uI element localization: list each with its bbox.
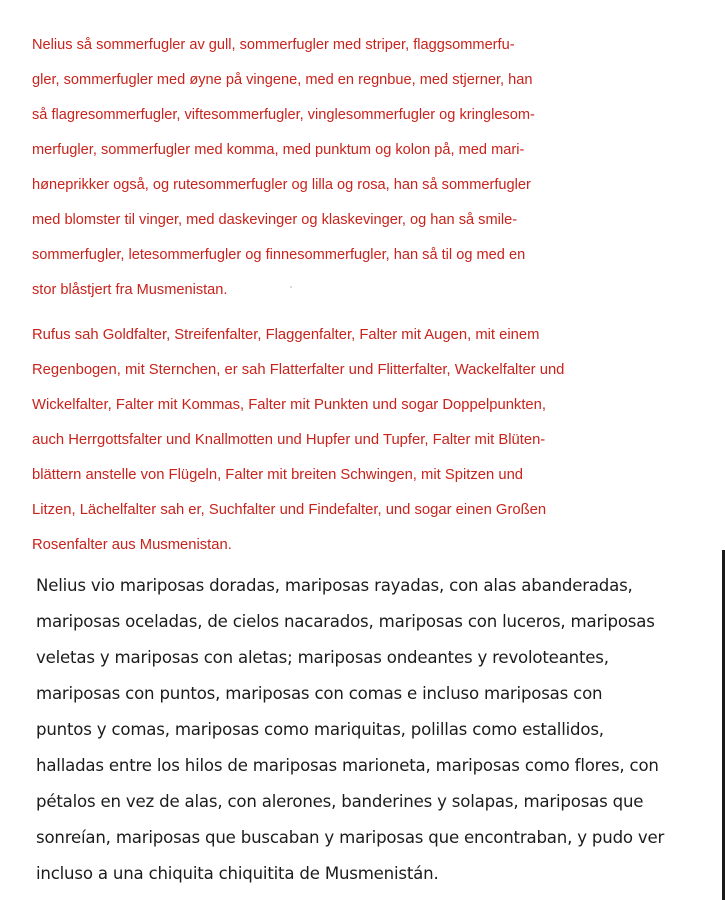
text-line: halladas entre los hilos de mariposas marioneta, mariposas como flores, con — [36, 756, 659, 775]
paragraph-norwegian — [32, 28, 677, 308]
paragraph-spanish — [36, 568, 701, 892]
text-line: Rosenfalter aus Musmenistan. — [32, 537, 232, 553]
text-line: veletas y mariposas con aletas; mariposas ondeantes y revoloteantes, — [36, 648, 609, 667]
text-line: stor blåstjert fra Musmenistan. — [32, 282, 228, 298]
text-line: mariposas con puntos, mariposas con comas e incluso mariposas con — [36, 684, 603, 703]
text-line: Nelius vio mariposas doradas, mariposas rayadas, con alas abanderadas, — [36, 576, 633, 595]
text-line: blättern anstelle von Flügeln, Falter mit breiten Schwingen, mit Spitzen und — [32, 467, 524, 483]
paragraph-german — [32, 318, 692, 563]
text-line: Litzen, Lächelfalter sah er, Suchfalter und Findefalter, und sogar einen Großen — [32, 502, 547, 518]
text-line: Regenbogen, mit Sternchen, er sah Flatterfalter und Flitterfalter, Wackelfalter und — [32, 362, 565, 378]
text-line: med blomster til vinger, med daskevinger og klaskevinger, og han så smile- — [32, 212, 518, 228]
text-line: gler, sommerfugler med øyne på vingene, med en regnbue, med stjerner, han — [32, 72, 533, 88]
text-line: puntos y comas, mariposas como mariquitas, polillas como estallidos, — [36, 720, 604, 739]
text-line: pétalos en vez de alas, con alerones, banderines y solapas, mariposas que — [36, 792, 644, 811]
text-line: merfugler, sommerfugler med komma, med punktum og kolon på, med mari- — [32, 142, 525, 158]
text-line: Wickelfalter, Falter mit Kommas, Falter mit Punkten und sogar Doppelpunkten, — [32, 397, 546, 413]
text-line: Nelius så sommerfugler av gull, sommerfugler med striper, flaggsommerfu- — [32, 37, 515, 53]
text-line: Rufus sah Goldfalter, Streifenfalter, Flaggenfalter, Falter mit Augen, mit einem — [32, 327, 540, 343]
text-line: auch Herrgottsfalter und Knallmotten und Hupfer und Tupfer, Falter mit Blüten- — [32, 432, 546, 448]
text-line: sonreían, mariposas que buscaban y mariposas que encontraban, y pudo ver — [36, 828, 665, 847]
text-line: sommerfugler, letesommerfugler og finnesommerfugler, han så til og med en — [32, 247, 526, 263]
scan-speck — [290, 286, 292, 288]
text-line: incluso a una chiquita chiquitita de Musmenistán. — [36, 864, 439, 883]
text-line: så flagresommerfugler, viftesommerfugler, vinglesommerfugler og kringlesom- — [32, 107, 535, 123]
text-line: høneprikker også, og rutesommerfugler og lilla og rosa, han så sommerfugler — [32, 177, 531, 193]
text-line: mariposas oceladas, de cielos nacarados, mariposas con luceros, mariposas — [36, 612, 655, 631]
